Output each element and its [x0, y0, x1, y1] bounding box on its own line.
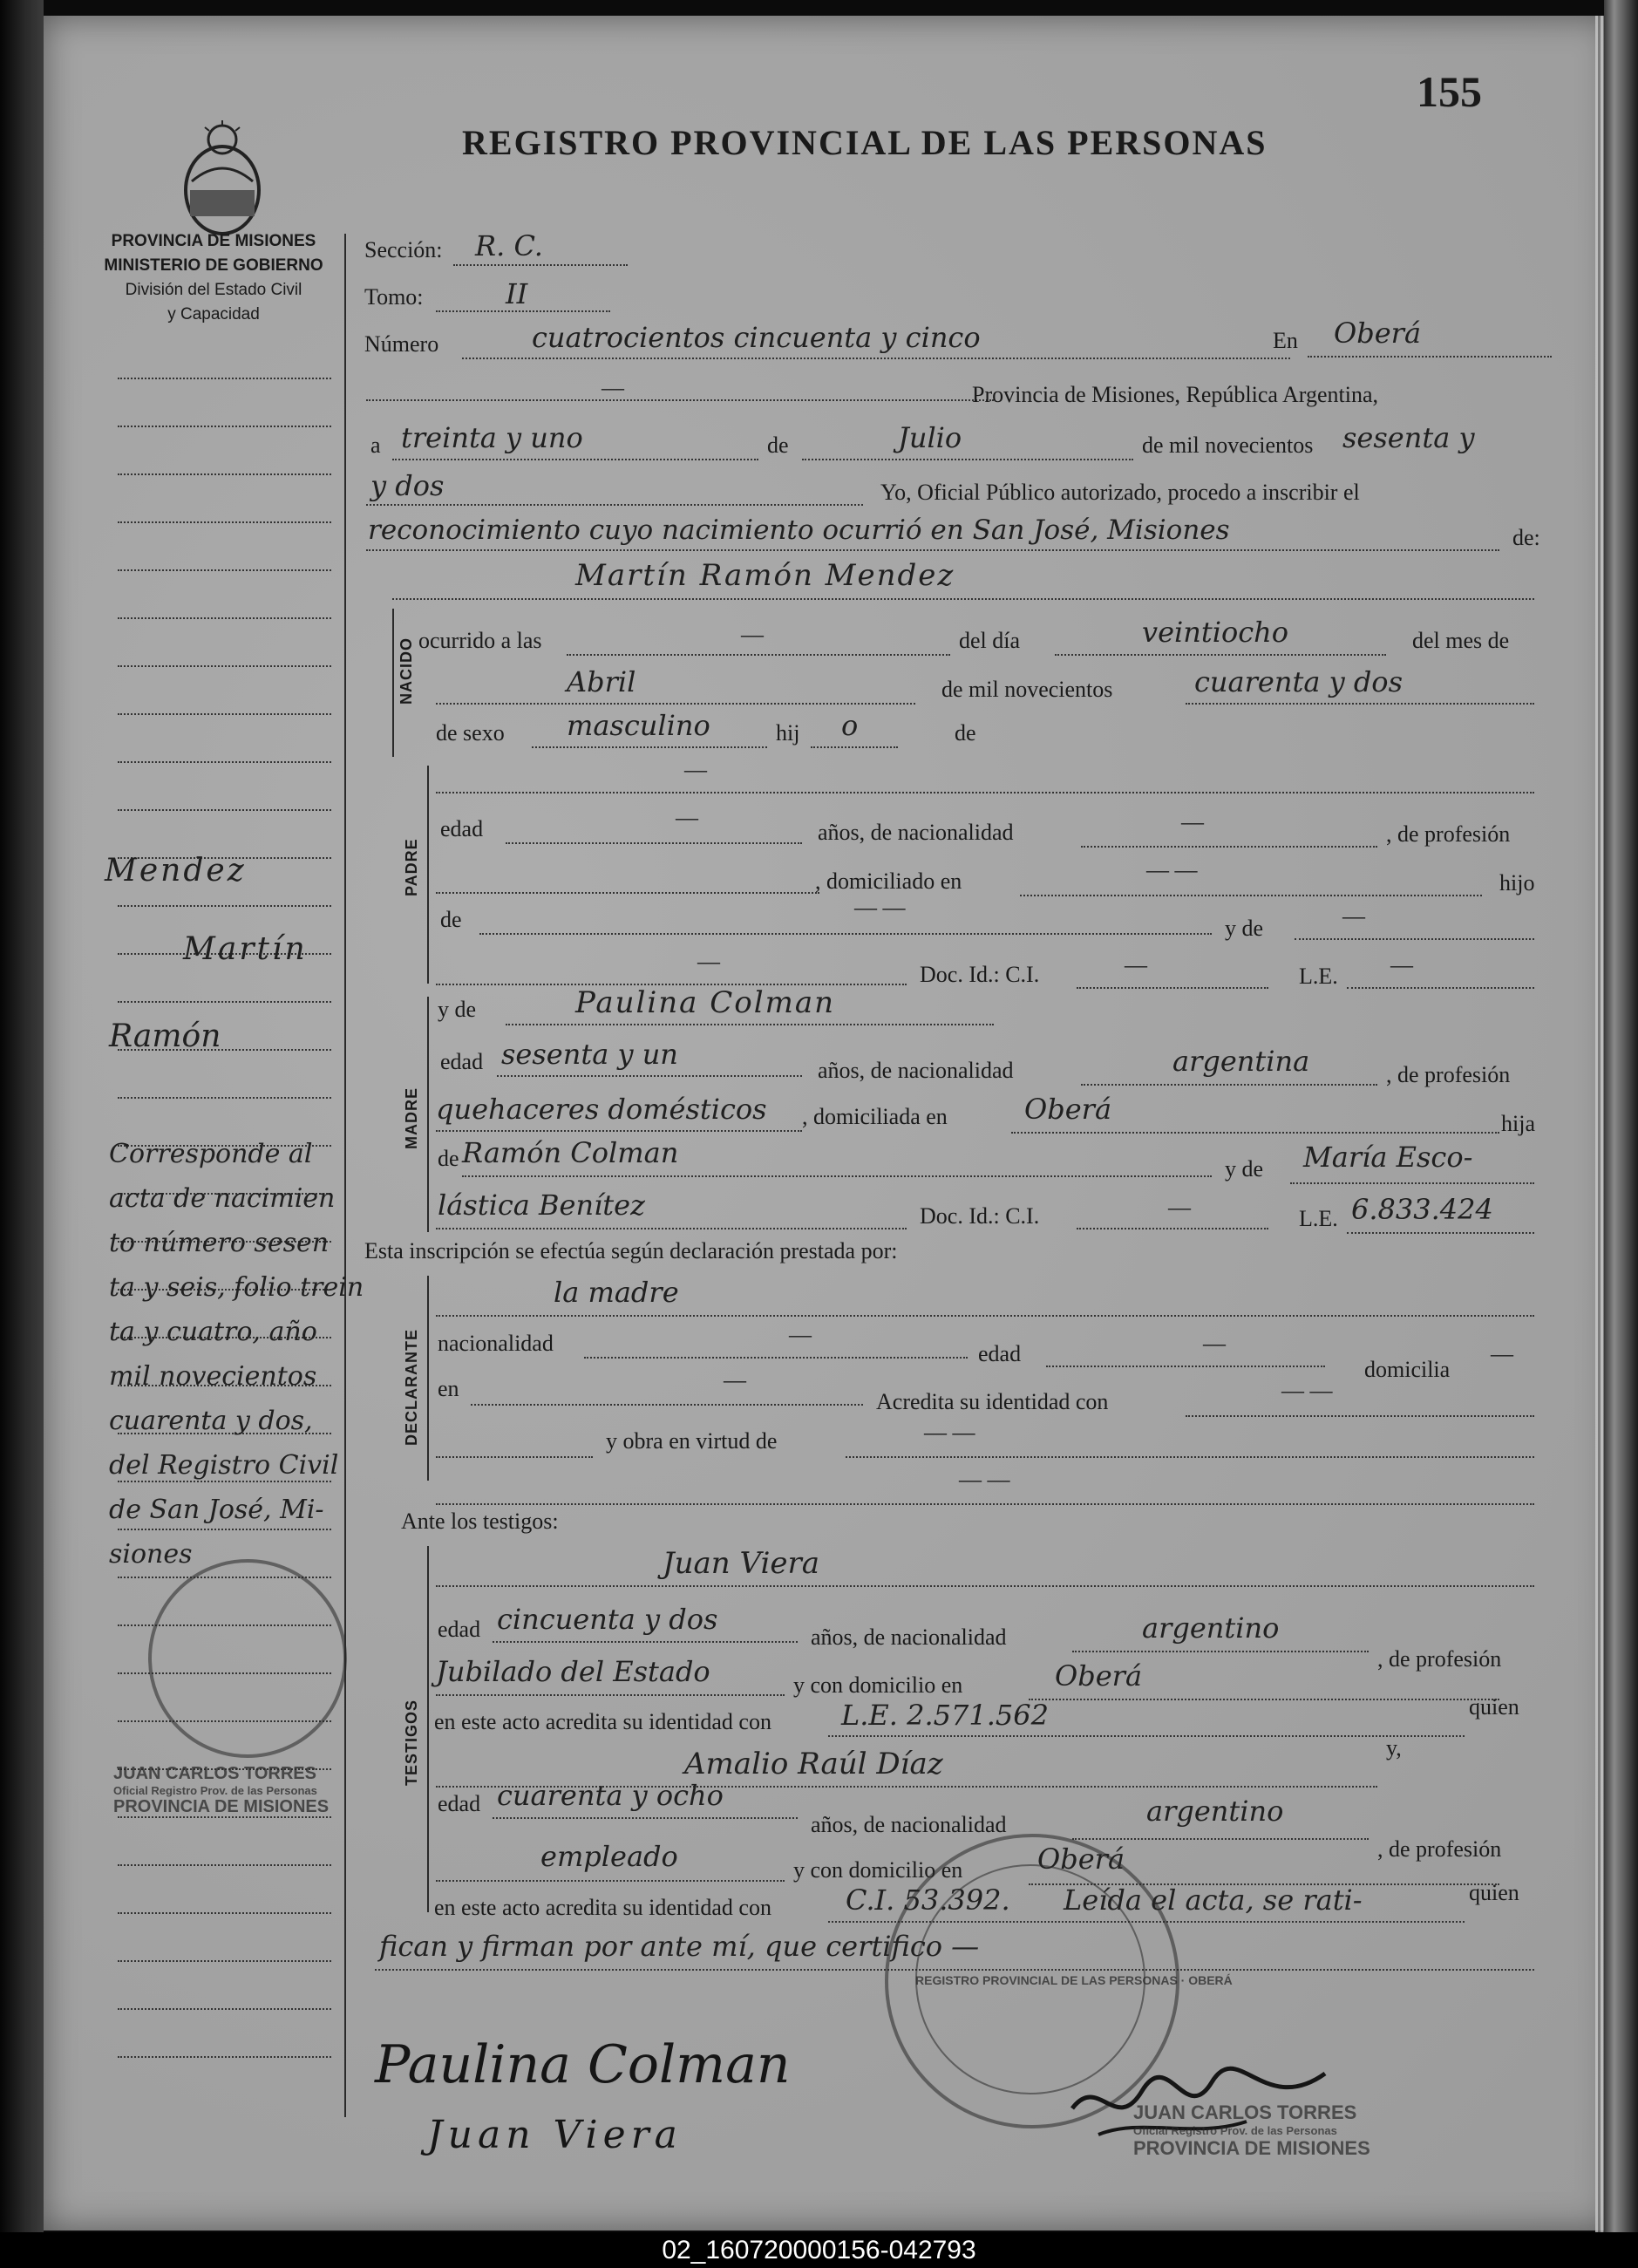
t1-quien-label: quien: [1469, 1694, 1519, 1720]
madre-ci-line: [1077, 1228, 1268, 1229]
t1-nac-label: años, de nacionalidad: [811, 1624, 1007, 1650]
padre-nacionalidad: —: [1181, 809, 1204, 834]
sexo-line: [532, 746, 767, 748]
margin-rule: [118, 761, 331, 763]
provincia-text: Provincia de Misiones, República Argentina,: [972, 382, 1378, 407]
madre-bracket: [427, 997, 429, 1232]
anio2-line: [366, 504, 863, 506]
registro-seal-text: REGISTRO PROVINCIAL DE LAS PERSONAS · OBERÁ: [915, 1973, 1233, 1987]
folio-number: 155: [1417, 67, 1482, 116]
margin-rule: [118, 2008, 331, 2010]
margin-middle-name: Ramón: [109, 1018, 221, 1054]
margin-line: mil novecientos: [109, 1361, 317, 1392]
declarante-obra-line1: [436, 1456, 593, 1458]
madre-prof-label: , de profesión: [1386, 1062, 1511, 1087]
declarante-nac-line: [584, 1357, 968, 1359]
madre-domic-label: , domiciliada en: [802, 1104, 948, 1129]
nombre-line: [392, 598, 1534, 600]
margin-rule: [118, 713, 331, 715]
institution-header: [78, 229, 349, 327]
t2-nac-line: [1072, 1838, 1369, 1840]
coat-of-arms-icon: [174, 120, 270, 242]
mes-nac-line: [436, 703, 915, 705]
lugar-value: Oberá: [1334, 317, 1422, 350]
signature-madre: Paulina Colman: [375, 2034, 791, 2095]
t1-nac-line: [1072, 1651, 1369, 1652]
madre-edad-line: [497, 1075, 802, 1077]
fecha-anio-cont: y dos: [370, 469, 445, 502]
signature-testigo: Juan Viera: [427, 2113, 683, 2157]
t2-nac-label: años, de nacionalidad: [811, 1812, 1007, 1837]
hora-line: [567, 654, 950, 656]
madre-hija-label: hija: [1501, 1111, 1535, 1136]
padre-nac-label: años, de nacionalidad: [818, 820, 1014, 845]
tomo-line: [436, 310, 610, 312]
t1-prof-line: [436, 1694, 785, 1696]
seccion-line: [453, 264, 628, 266]
fecha-mes: Julio: [898, 421, 962, 454]
nacido-anio-label: de mil novecientos: [941, 677, 1113, 702]
fecha-anio: sesenta y: [1342, 421, 1475, 454]
dia-label: del día: [959, 628, 1021, 653]
declarante-en-label: en: [438, 1376, 459, 1401]
margin-rule: [118, 1960, 331, 1962]
padre-edad: —: [676, 805, 698, 830]
t1-nombre-line: [436, 1585, 1534, 1587]
institution-line: División del Estado Civil: [125, 281, 302, 299]
margin-line: de San José, Mi-: [109, 1495, 324, 1525]
madre-nombre-line: [506, 1024, 994, 1025]
padre-prof-label: , de profesión: [1386, 821, 1511, 847]
abuelos1: — —: [854, 895, 906, 920]
declarante-edad-label: edad: [978, 1341, 1022, 1366]
madre-madre-line: [1290, 1182, 1534, 1184]
sexo-label: de sexo: [436, 720, 505, 746]
margin-rule: [118, 1912, 331, 1914]
anio-text: de mil novecientos: [1142, 432, 1314, 458]
testigos-intro: Ante los testigos:: [401, 1509, 559, 1534]
declarante-obra-line: [846, 1456, 1534, 1458]
declarante-acredita: — —: [1281, 1378, 1333, 1403]
madre-y-de2-label: y de: [1225, 1156, 1264, 1182]
margin-rule: [118, 1001, 331, 1003]
testigo2-edad: cuarenta y ocho: [497, 1779, 724, 1812]
numero-value: cuatrocientos cincuenta y cinco: [532, 321, 981, 354]
declarante-por-line: [436, 1315, 1534, 1317]
madre-nombre: Paulina Colman: [575, 985, 836, 1020]
margin-rule: [118, 473, 331, 475]
margin-rule: [118, 617, 331, 619]
testigo2-nombre: Amalio Raúl Díaz: [684, 1747, 943, 1781]
image-filename: 02_160720000156-042793: [0, 2232, 1638, 2268]
t1-edad-label: edad: [438, 1617, 481, 1642]
madre-madre-cont: lástica Benítez: [438, 1188, 645, 1222]
blank-line: [366, 399, 994, 401]
margin-rule: [118, 809, 331, 811]
padre-edad-label: edad: [440, 816, 484, 841]
margin-rule: [118, 378, 331, 379]
nacido-section-label: NACIDO: [398, 637, 415, 705]
testigo1-nacionalidad: argentino: [1142, 1611, 1280, 1645]
madre-le: 6.833.424: [1351, 1193, 1493, 1226]
mes-line: [802, 459, 1133, 460]
dia-line: [392, 459, 758, 460]
madre-nac-line: [1081, 1084, 1377, 1086]
madre-profesion: quehaceres domésticos: [436, 1093, 767, 1126]
padre-y-de-label: y de: [1225, 916, 1264, 941]
testigo2-profesion: empleado: [540, 1840, 678, 1873]
abuelos-line: [479, 933, 1212, 935]
margin-line: acta de nacimien: [109, 1183, 336, 1214]
declarante-por: la madre: [554, 1276, 679, 1309]
declarante-acredita-line: [1186, 1415, 1534, 1417]
dash-mark: —: [602, 375, 624, 400]
testigos-section-label: TESTIGOS: [403, 1699, 420, 1786]
ocurrido-label: ocurrido a las: [418, 628, 542, 653]
margin-annotation: [109, 1132, 364, 1577]
book-edge: [1604, 0, 1638, 2232]
t2-quien-label: quien: [1469, 1880, 1519, 1905]
declarante-nac-label: nacionalidad: [438, 1331, 554, 1356]
de-colon-label: de:: [1512, 525, 1540, 550]
madre-nac-label: años, de nacionalidad: [818, 1058, 1014, 1083]
dia-nac-line: [1055, 654, 1386, 656]
tomo-value: II: [506, 277, 528, 310]
register-page: [44, 16, 1613, 2231]
declarante-edad: —: [1203, 1331, 1226, 1356]
madre-le-line: [1347, 1232, 1534, 1234]
padre-name-line: [436, 792, 1534, 793]
testigo1-profesion: Jubilado del Estado: [436, 1655, 710, 1688]
numero-label: Número: [364, 331, 439, 357]
testigo2-domicilio: Oberá: [1037, 1842, 1125, 1876]
t1-id-line: [828, 1735, 1465, 1737]
declarante-bracket: [427, 1276, 429, 1481]
nacido-mes: Abril: [567, 665, 636, 698]
madre-padres-line: [462, 1175, 1212, 1177]
seccion-label: Sección:: [364, 237, 443, 262]
madre-domicilio: Oberá: [1024, 1093, 1112, 1126]
margin-line: ta y seis, folio trein: [109, 1272, 364, 1303]
padre-hijo-label: hijo: [1499, 870, 1535, 896]
declarante-acredita-label: Acredita su identidad con: [876, 1389, 1109, 1414]
declarante-edad-line: [1046, 1366, 1325, 1367]
madre-madre2-line: [436, 1228, 907, 1229]
testigo2-nacionalidad: argentino: [1146, 1795, 1284, 1828]
t1-prof-label: , de profesión: [1377, 1646, 1502, 1672]
t1-domic-label: y con domicilio en: [793, 1672, 963, 1698]
margin-surname: Mendez: [105, 853, 247, 889]
dash-mark: —: [697, 949, 720, 974]
testigo2-documento: C.I. 53.392.: [846, 1883, 1010, 1917]
declarante-extra-line: [436, 1503, 1534, 1505]
t2-prof-label: , de profesión: [1377, 1836, 1502, 1862]
testigo1-domicilio: Oberá: [1055, 1659, 1143, 1692]
hijo-line: [811, 746, 898, 748]
madre-y-de-label: y de: [438, 997, 477, 1022]
fecha-dia: treinta y uno: [401, 421, 583, 454]
madre-edad: sesenta y un: [501, 1038, 678, 1071]
t1-acredita-label: en este acto acredita su identidad con: [434, 1709, 771, 1734]
margin-line: siones: [109, 1539, 193, 1570]
declarante-obra-label: y obra en virtud de: [606, 1428, 778, 1454]
margin-line: Corresponde al: [109, 1139, 313, 1169]
official-stamp: JUAN CARLOS TORRES Oficial Registro Prov. de las Personas PROVINCIA DE MISIONES: [1133, 2101, 1370, 2159]
institution-line: y Capacidad: [167, 305, 260, 324]
inscripto-nombre: Martín Ramón Mendez: [575, 558, 955, 593]
testigo1-nombre: Juan Viera: [663, 1546, 819, 1581]
hijo-label: hij: [776, 720, 800, 746]
margin-rule: [118, 1864, 331, 1866]
testigo1-documento: L.E. 2.571.562: [841, 1699, 1049, 1732]
abuelos2: —: [1342, 903, 1365, 929]
mes-label: del mes de: [1412, 628, 1510, 653]
madre-dom-line: [1011, 1132, 1499, 1134]
hijo-suffix: o: [841, 709, 859, 742]
padre-doc-label: Doc. Id.: C.I.: [920, 962, 1040, 987]
t2-edad-line: [493, 1817, 798, 1819]
padre-section-label: PADRE: [403, 838, 420, 896]
declarante-en: —: [724, 1367, 746, 1393]
margin-line: del Registro Civil: [109, 1450, 339, 1481]
padre-le-label: L.E.: [1299, 964, 1338, 989]
declarante-intro: Esta inscripción se efectúa según declaración prestada por:: [364, 1238, 898, 1263]
padre-le: —: [1390, 952, 1413, 977]
numero-line: [462, 358, 1290, 359]
margin-line: cuarenta y dos,: [109, 1406, 313, 1436]
nacido-dia: veintiocho: [1142, 616, 1289, 649]
dash-mark: —: [684, 757, 707, 782]
cierre-texto-1: Leída el acta, se rati-: [1064, 1883, 1363, 1917]
t2-acredita-label: en este acto acredita su identidad con: [434, 1895, 771, 1920]
margin-seal-stamp: [148, 1559, 347, 1758]
margin-official-stamp: JUAN CARLOS TORRES Oficial Registro Prov. de las Personas PROVINCIA DE MISIONES: [113, 1764, 330, 1816]
margin-rule: [118, 426, 331, 427]
padre-bracket: [427, 766, 429, 984]
nacido-sexo: masculino: [567, 709, 710, 742]
margin-rule: [118, 1097, 331, 1099]
padre-domicilio: — —: [1146, 857, 1198, 882]
madre-section-label: MADRE: [403, 1087, 420, 1149]
institution-line: PROVINCIA DE MISIONES: [111, 232, 316, 250]
padre-le-line: [1347, 987, 1534, 989]
oficial-text: Yo, Oficial Público autorizado, procedo a inscribir el: [880, 480, 1360, 505]
declarante-extra: — —: [959, 1467, 1010, 1492]
t2-edad-label: edad: [438, 1791, 481, 1816]
madre-prof-line: [436, 1130, 802, 1132]
padre-ci: —: [1125, 952, 1147, 977]
lugar-line: [1308, 356, 1552, 358]
padre-edad-line: [506, 842, 802, 844]
margin-line: to número sesen: [109, 1228, 330, 1258]
de-label: de: [767, 432, 789, 458]
nacido-bracket: [392, 609, 394, 757]
testigo1-edad: cincuenta y dos: [497, 1603, 718, 1636]
en-label: En: [1273, 328, 1298, 353]
hijo-de-label: de: [955, 720, 976, 746]
tomo-label: Tomo:: [364, 284, 424, 310]
book-binding: [0, 0, 44, 2232]
abuelos2-line: [1295, 938, 1534, 940]
margin-rule: [118, 569, 331, 571]
a-label: a: [370, 432, 381, 458]
padre-dom-line: [1020, 895, 1482, 896]
declarante-section-label: DECLARANTE: [403, 1329, 420, 1446]
padre-nac-line: [1081, 846, 1377, 848]
declarante-en-line: [471, 1404, 863, 1406]
madre-le-label: L.E.: [1299, 1206, 1338, 1231]
seccion-value: R. C.: [475, 229, 543, 262]
margin-rule: [118, 2056, 331, 2058]
padre-ci-line: [1077, 987, 1268, 989]
margin-given-name: Martín: [183, 931, 308, 967]
anio-nac-line: [1186, 703, 1534, 705]
declarante-domicilia-label: domicilia: [1364, 1357, 1451, 1382]
institution-line: MINISTERIO DE GOBIERNO: [104, 256, 323, 275]
margin-rule: [118, 521, 331, 523]
madre-edad-label: edad: [440, 1049, 484, 1074]
declarante-nacionalidad: —: [789, 1322, 812, 1347]
cierre-texto-2: fican y firman por ante mí, que certifico —: [379, 1930, 980, 1963]
testigos-bracket: [427, 1546, 429, 1912]
madre-doc-label: Doc. Id.: C.I.: [920, 1203, 1040, 1229]
declarante-obra: — —: [924, 1420, 975, 1445]
nacido-anio: cuarenta y dos: [1194, 665, 1403, 698]
madre-madre: María Esco-: [1303, 1141, 1473, 1174]
madre-ci: —: [1168, 1195, 1191, 1220]
padre-de-label: de: [440, 907, 462, 932]
padre-domic-label: , domiciliado en: [815, 868, 962, 894]
margin-rule: [118, 665, 331, 667]
madre-de-label: de: [438, 1146, 459, 1171]
page-title: REGISTRO PROVINCIAL DE LAS PERSONAS: [462, 123, 1268, 162]
t1-edad-line: [493, 1641, 798, 1643]
madre-nacionalidad: argentina: [1172, 1045, 1310, 1078]
t2-domic-label: y con domicilio en: [793, 1857, 963, 1883]
inscripcion-line: [366, 549, 1499, 551]
declarante-domicilia: —: [1491, 1341, 1513, 1366]
tipo-inscripcion: reconocimiento cuyo nacimiento ocurrió en San José, Misiones: [368, 514, 1230, 546]
t2-prof-line: [436, 1880, 785, 1882]
margin-rule: [118, 905, 331, 907]
margin-line: ta y cuatro, año: [109, 1317, 317, 1347]
t1-dom-line: [1029, 1699, 1499, 1700]
hora-value: —: [741, 622, 764, 647]
padre-prof-line: [436, 892, 819, 894]
madre-padre: Ramón Colman: [462, 1136, 679, 1169]
t2-y-label: y,: [1386, 1735, 1402, 1761]
